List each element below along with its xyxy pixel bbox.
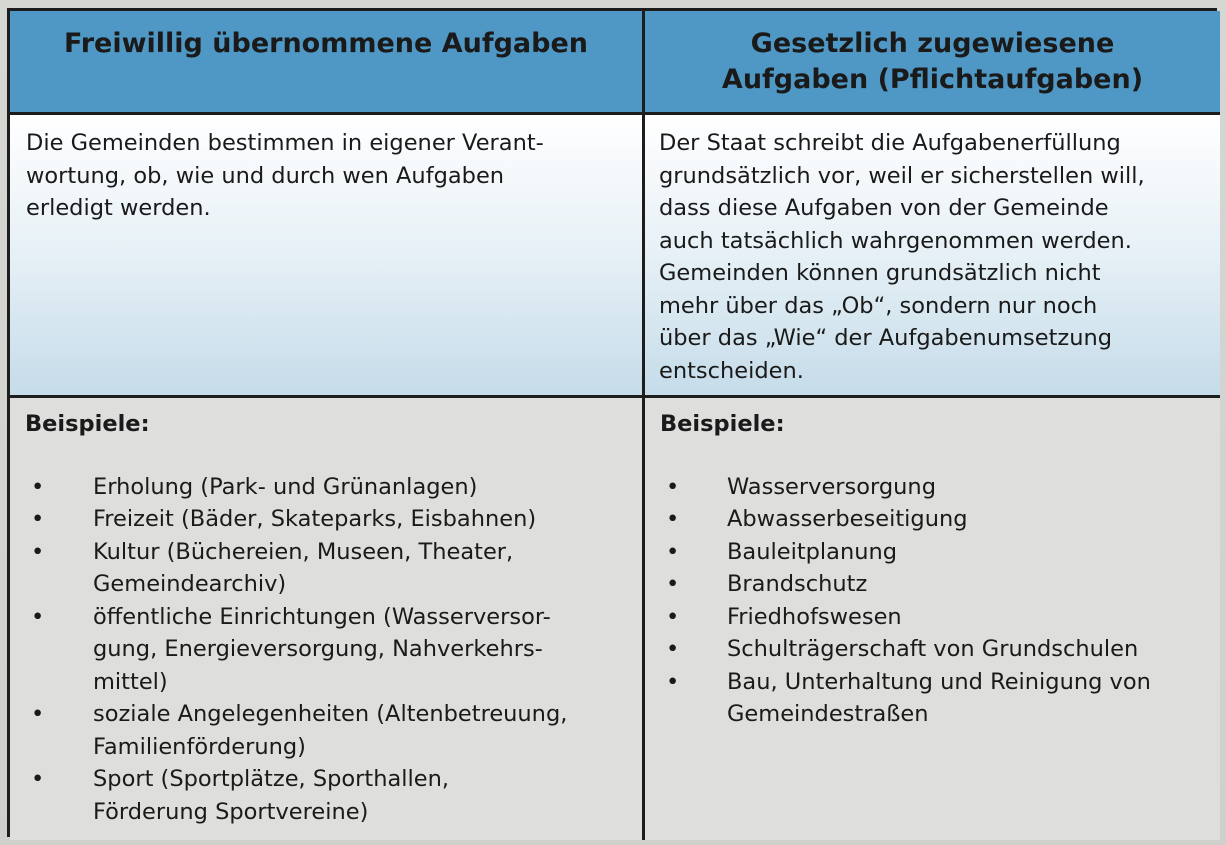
list-item: [25, 503, 628, 536]
list-item: [25, 763, 628, 828]
description-voluntary-text: Die Gemeinden bestimmen in eigener Verant- wortung, ob, wie und durch wen Aufgaben erledigt werden.: [26, 130, 544, 221]
list-item: [660, 568, 1206, 601]
list-item-text: öffentliche Einrichtungen (Wasserversor- gung, Energieversorgung, Nahverkehrs- mittel): [93, 603, 551, 695]
bullet-icon: •: [666, 473, 680, 500]
examples-mandatory-cell: [645, 398, 1220, 840]
bullet-icon: •: [31, 506, 45, 532]
list-item-text: Abwasserbeseitigung: [727, 506, 968, 532]
list-item: [25, 471, 628, 504]
header-mandatory-tasks: [645, 11, 1220, 115]
examples-mandatory-title: Beispiele:: [660, 411, 785, 437]
examples-voluntary-title: Beispiele:: [25, 411, 150, 437]
list-item: [660, 633, 1206, 666]
bullet-icon: •: [666, 538, 680, 565]
list-item-text: Friedhofswesen: [727, 603, 902, 630]
bullet-icon: •: [31, 766, 45, 792]
examples-voluntary-list: [25, 471, 628, 829]
bullet-icon: •: [666, 636, 680, 662]
list-item-text: Kultur (Büchereien, Museen, Theater, Gemeindearchiv): [93, 538, 514, 597]
list-item-text: Sport (Sportplätze, Sporthallen, Förderung Sportvereine): [93, 766, 450, 825]
examples-mandatory-list: [660, 471, 1206, 731]
bullet-icon: •: [31, 603, 45, 630]
list-item: [660, 503, 1206, 536]
list-item-text: Erholung (Park- und Grünanlagen): [93, 473, 478, 500]
list-item-text: Bauleitplanung: [727, 538, 898, 565]
list-item-text: Brandschutz: [727, 571, 868, 597]
list-item-text: Freizeit (Bäder, Skateparks, Eisbahnen): [93, 506, 537, 532]
examples-voluntary-cell: [10, 398, 645, 840]
list-item: [660, 666, 1206, 731]
bullet-icon: •: [666, 506, 680, 532]
bullet-icon: •: [666, 668, 680, 695]
list-item-text: Bau, Unterhaltung und Reinigung von Gemeindestraßen: [727, 668, 1151, 727]
description-mandatory-text: Der Staat schreibt die Aufgabenerfüllung grundsätzlich vor, weil er sicherstellen will, dass diese Aufgaben von der Gemeinde auch tatsächlich wahrgenommen werden. Gemeinden können grundsätzlich nicht mehr über das „Ob“, sondern nur noch über das „Wie“ der Aufgabenumsetzung entscheiden.: [659, 130, 1145, 384]
bullet-icon: •: [666, 571, 680, 597]
list-item: [25, 536, 628, 601]
header-mandatory-tasks-text: Gesetzlich zugewiesene Aufgaben (Pflichtaufgaben): [721, 27, 1144, 95]
description-mandatory-cell: [645, 115, 1220, 398]
list-item-text: Wasserversorgung: [727, 473, 936, 500]
header-voluntary-tasks-text: Freiwillig übernommene Aufgaben: [63, 27, 589, 59]
bullet-icon: •: [31, 538, 45, 565]
list-item-text: soziale Angelegenheiten (Altenbetreuung, Familienförderung): [93, 701, 568, 760]
description-voluntary-cell: [10, 115, 645, 398]
bullet-icon: •: [31, 701, 45, 727]
list-item: [660, 471, 1206, 504]
list-item-text: Schulträgerschaft von Grundschulen: [727, 636, 1139, 662]
list-item: [660, 601, 1206, 634]
comparison-table: [7, 8, 1217, 837]
bullet-icon: •: [666, 603, 680, 630]
list-item: [25, 601, 628, 699]
list-item: [25, 698, 628, 763]
bullet-icon: •: [31, 473, 45, 500]
list-item: [660, 536, 1206, 569]
header-voluntary-tasks: [10, 11, 645, 115]
